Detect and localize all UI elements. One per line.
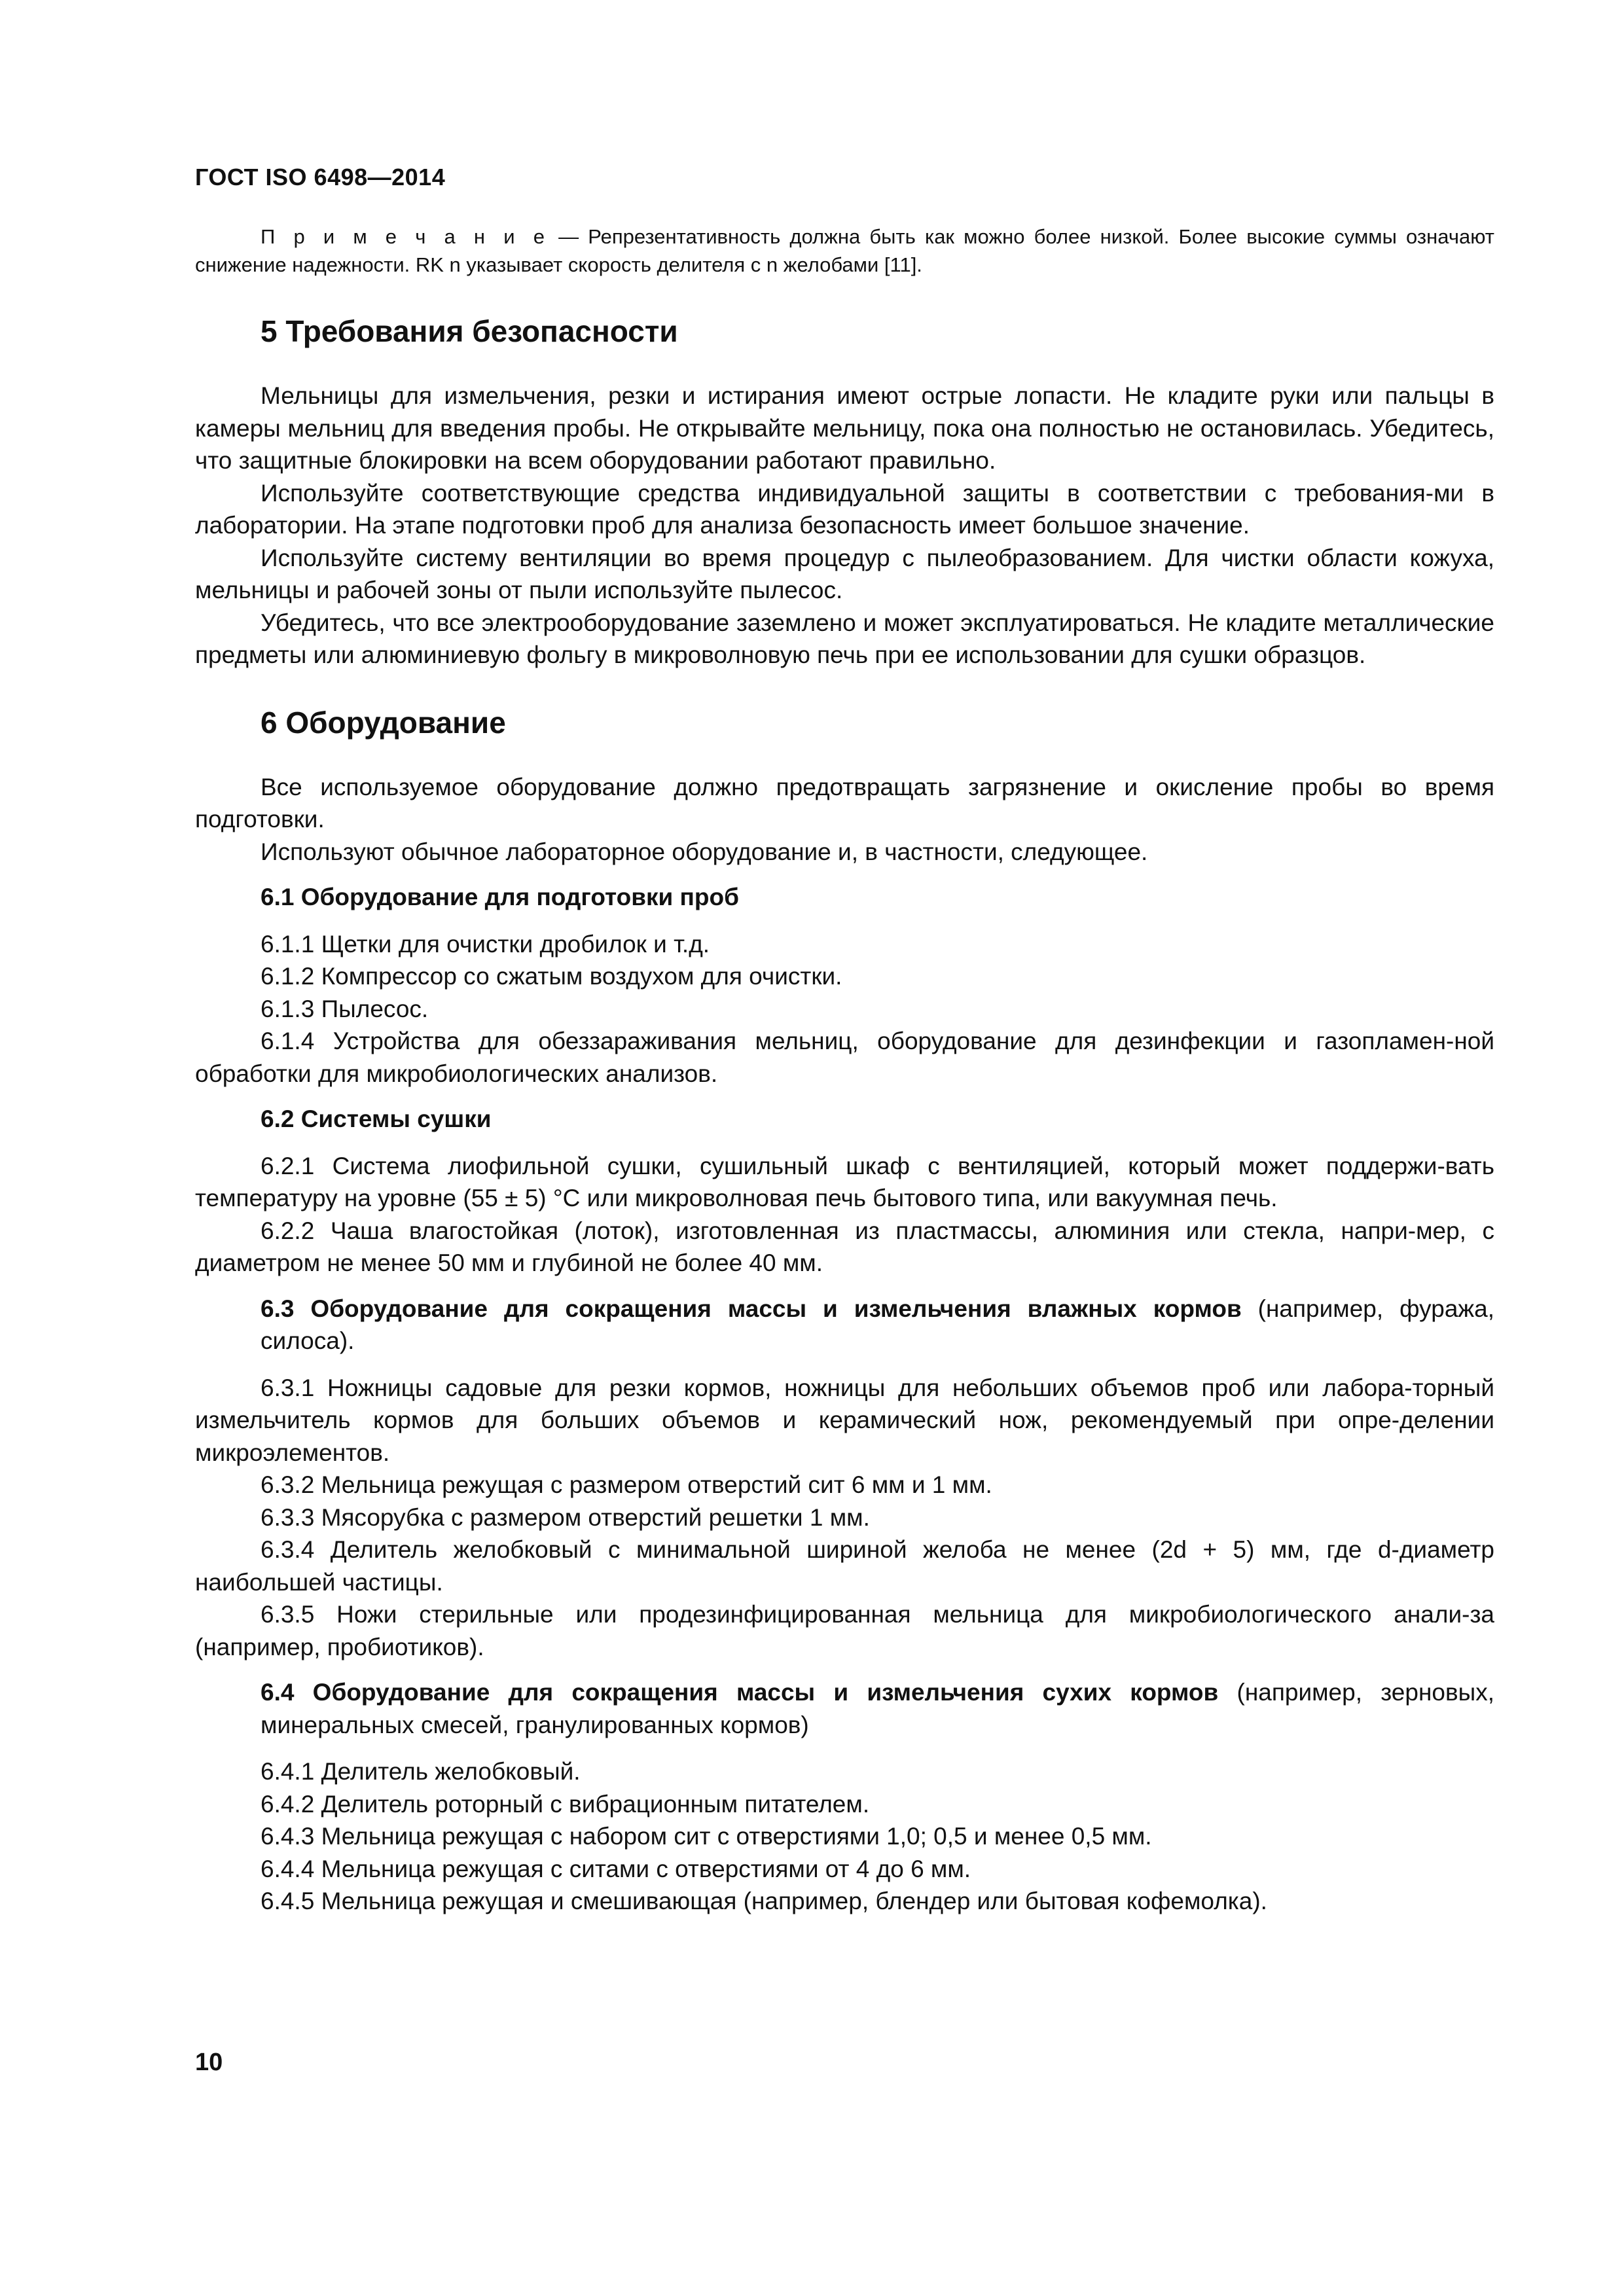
list-item: 6.4.1 Делитель желобковый. xyxy=(261,1758,581,1785)
subsection-6-3-rest: (например, фуража, силоса). xyxy=(261,1295,1495,1354)
list-item: 6.2.1 Система лиофильной сушки, сушильный шкаф с вентиляцией, который может поддержи-вать температуру на уровне (55 ± 5) °С или микроволновая печь бытового типа, или вакуумная печь. xyxy=(195,1152,1494,1211)
subsection-6-3-bold: 6.3 Оборудование для сокращения массы и измельчения влажных кормов xyxy=(261,1295,1242,1322)
list-item: 6.1.1 Щетки для очистки дробилок и т.д. xyxy=(261,930,710,958)
list-item: 6.3.4 Делитель желобковый с минимальной шириной желоба не менее (2d + 5) мм, где d-диаметр наибольшей частицы. xyxy=(195,1536,1494,1596)
list-item: 6.4.5 Мельница режущая и смешивающая (например, блендер или бытовая кофемолка). xyxy=(261,1888,1267,1914)
list-item: 6.2.2 Чаша влагостойкая (лоток), изготовленная из пластмассы, алюминия или стекла, напри-мер, с диаметром не менее 50 мм и глубиной не более 40 мм. xyxy=(195,1217,1494,1276)
subsection-6-1-title: 6.1 Оборудование для подготовки проб xyxy=(261,884,739,910)
paragraph: Используйте систему вентиляции во время процедур с пылеобразованием. Для чистки области кожуха, мельницы и рабочей зоны от пыли используйте пылесос. xyxy=(195,544,1494,603)
list-item: 6.3.1 Ножницы садовые для резки кормов, ножницы для небольших объемов проб или лабора-торный измельчитель кормов для больших объемов и керамический нож, рекомендуемый при опре-делении микроэлементов. xyxy=(195,1374,1494,1466)
paragraph: Используют обычное лабораторное оборудование и, в частности, следующее. xyxy=(261,838,1148,865)
subsection-6-4-title xyxy=(261,1676,1494,1741)
list-item: 6.1.3 Пылесос. xyxy=(261,995,429,1022)
note-label: П р и м е ч а н и е xyxy=(261,225,549,248)
list-item: 6.1.2 Компрессор со сжатым воздухом для очистки. xyxy=(261,963,842,990)
note-text: — Репрезентативность должна быть как можно более низкой. Более высокие суммы означают снижение надежности. RK n указывает скорость делителя с n желобами [11]. xyxy=(195,225,1494,276)
paragraph: Убедитесь, что все электрооборудование заземлено и может эксплуатироваться. Не кладите металлические предметы или алюминиевую фольгу в микроволновую печь при ее использовании для сушки образцов. xyxy=(195,609,1494,668)
list-item: 6.4.4 Мельница режущая с ситами с отверстиями от 4 до 6 мм. xyxy=(261,1855,971,1882)
paragraph: Все используемое оборудование должно предотвращать загрязнение и окисление пробы во время подготовки. xyxy=(195,773,1494,833)
subsection-6-2-title: 6.2 Системы сушки xyxy=(261,1105,492,1132)
standard-header: ГОСТ ISO 6498—2014 xyxy=(195,164,446,190)
subsection-6-3-title xyxy=(261,1293,1494,1357)
list-item: 6.4.2 Делитель роторный с вибрационным питателем. xyxy=(261,1790,870,1818)
section-5-title: 5 Требования безопасности xyxy=(261,314,678,348)
paragraph: Мельницы для измельчения, резки и истирания имеют острые лопасти. Не кладите руки или пальцы в камеры мельниц для введения пробы. Не открывайте мельницу, пока она полностью не остановилась. Убедитесь, что защитные блокировки на всем оборудовании работают правильно. xyxy=(195,382,1494,474)
paragraph: Используйте соответствующие средства индивидуальной защиты в соответствии с требования-ми в лаборатории. На этапе подготовки проб для анализа безопасность имеет большое значение. xyxy=(195,479,1494,539)
section-6-title: 6 Оборудование xyxy=(261,705,506,740)
list-item: 6.1.4 Устройства для обеззараживания мельниц, оборудование для дезинфекции и газопламен-ной обработки для микробиологических анализов. xyxy=(195,1028,1494,1087)
list-item: 6.3.5 Ножи стерильные или продезинфицированная мельница для микробиологического анали-за (например, пробиотиков). xyxy=(195,1601,1494,1660)
page-number: 10 xyxy=(195,2049,223,2076)
subsection-6-4-rest: (например, зерновых, минеральных смесей, гранулированных кормов) xyxy=(261,1679,1494,1738)
list-item: 6.4.3 Мельница режущая с набором сит с отверстиями 1,0; 0,5 и менее 0,5 мм. xyxy=(261,1823,1152,1850)
list-item: 6.3.3 Мясорубка с размером отверстий решетки 1 мм. xyxy=(261,1503,870,1531)
document-body xyxy=(195,223,1494,1918)
note-paragraph xyxy=(195,223,1494,279)
subsection-6-4-bold: 6.4 Оборудование для сокращения массы и измельчения сухих кормов xyxy=(261,1679,1219,1706)
list-item: 6.3.2 Мельница режущая с размером отверстий сит 6 мм и 1 мм. xyxy=(261,1471,992,1498)
